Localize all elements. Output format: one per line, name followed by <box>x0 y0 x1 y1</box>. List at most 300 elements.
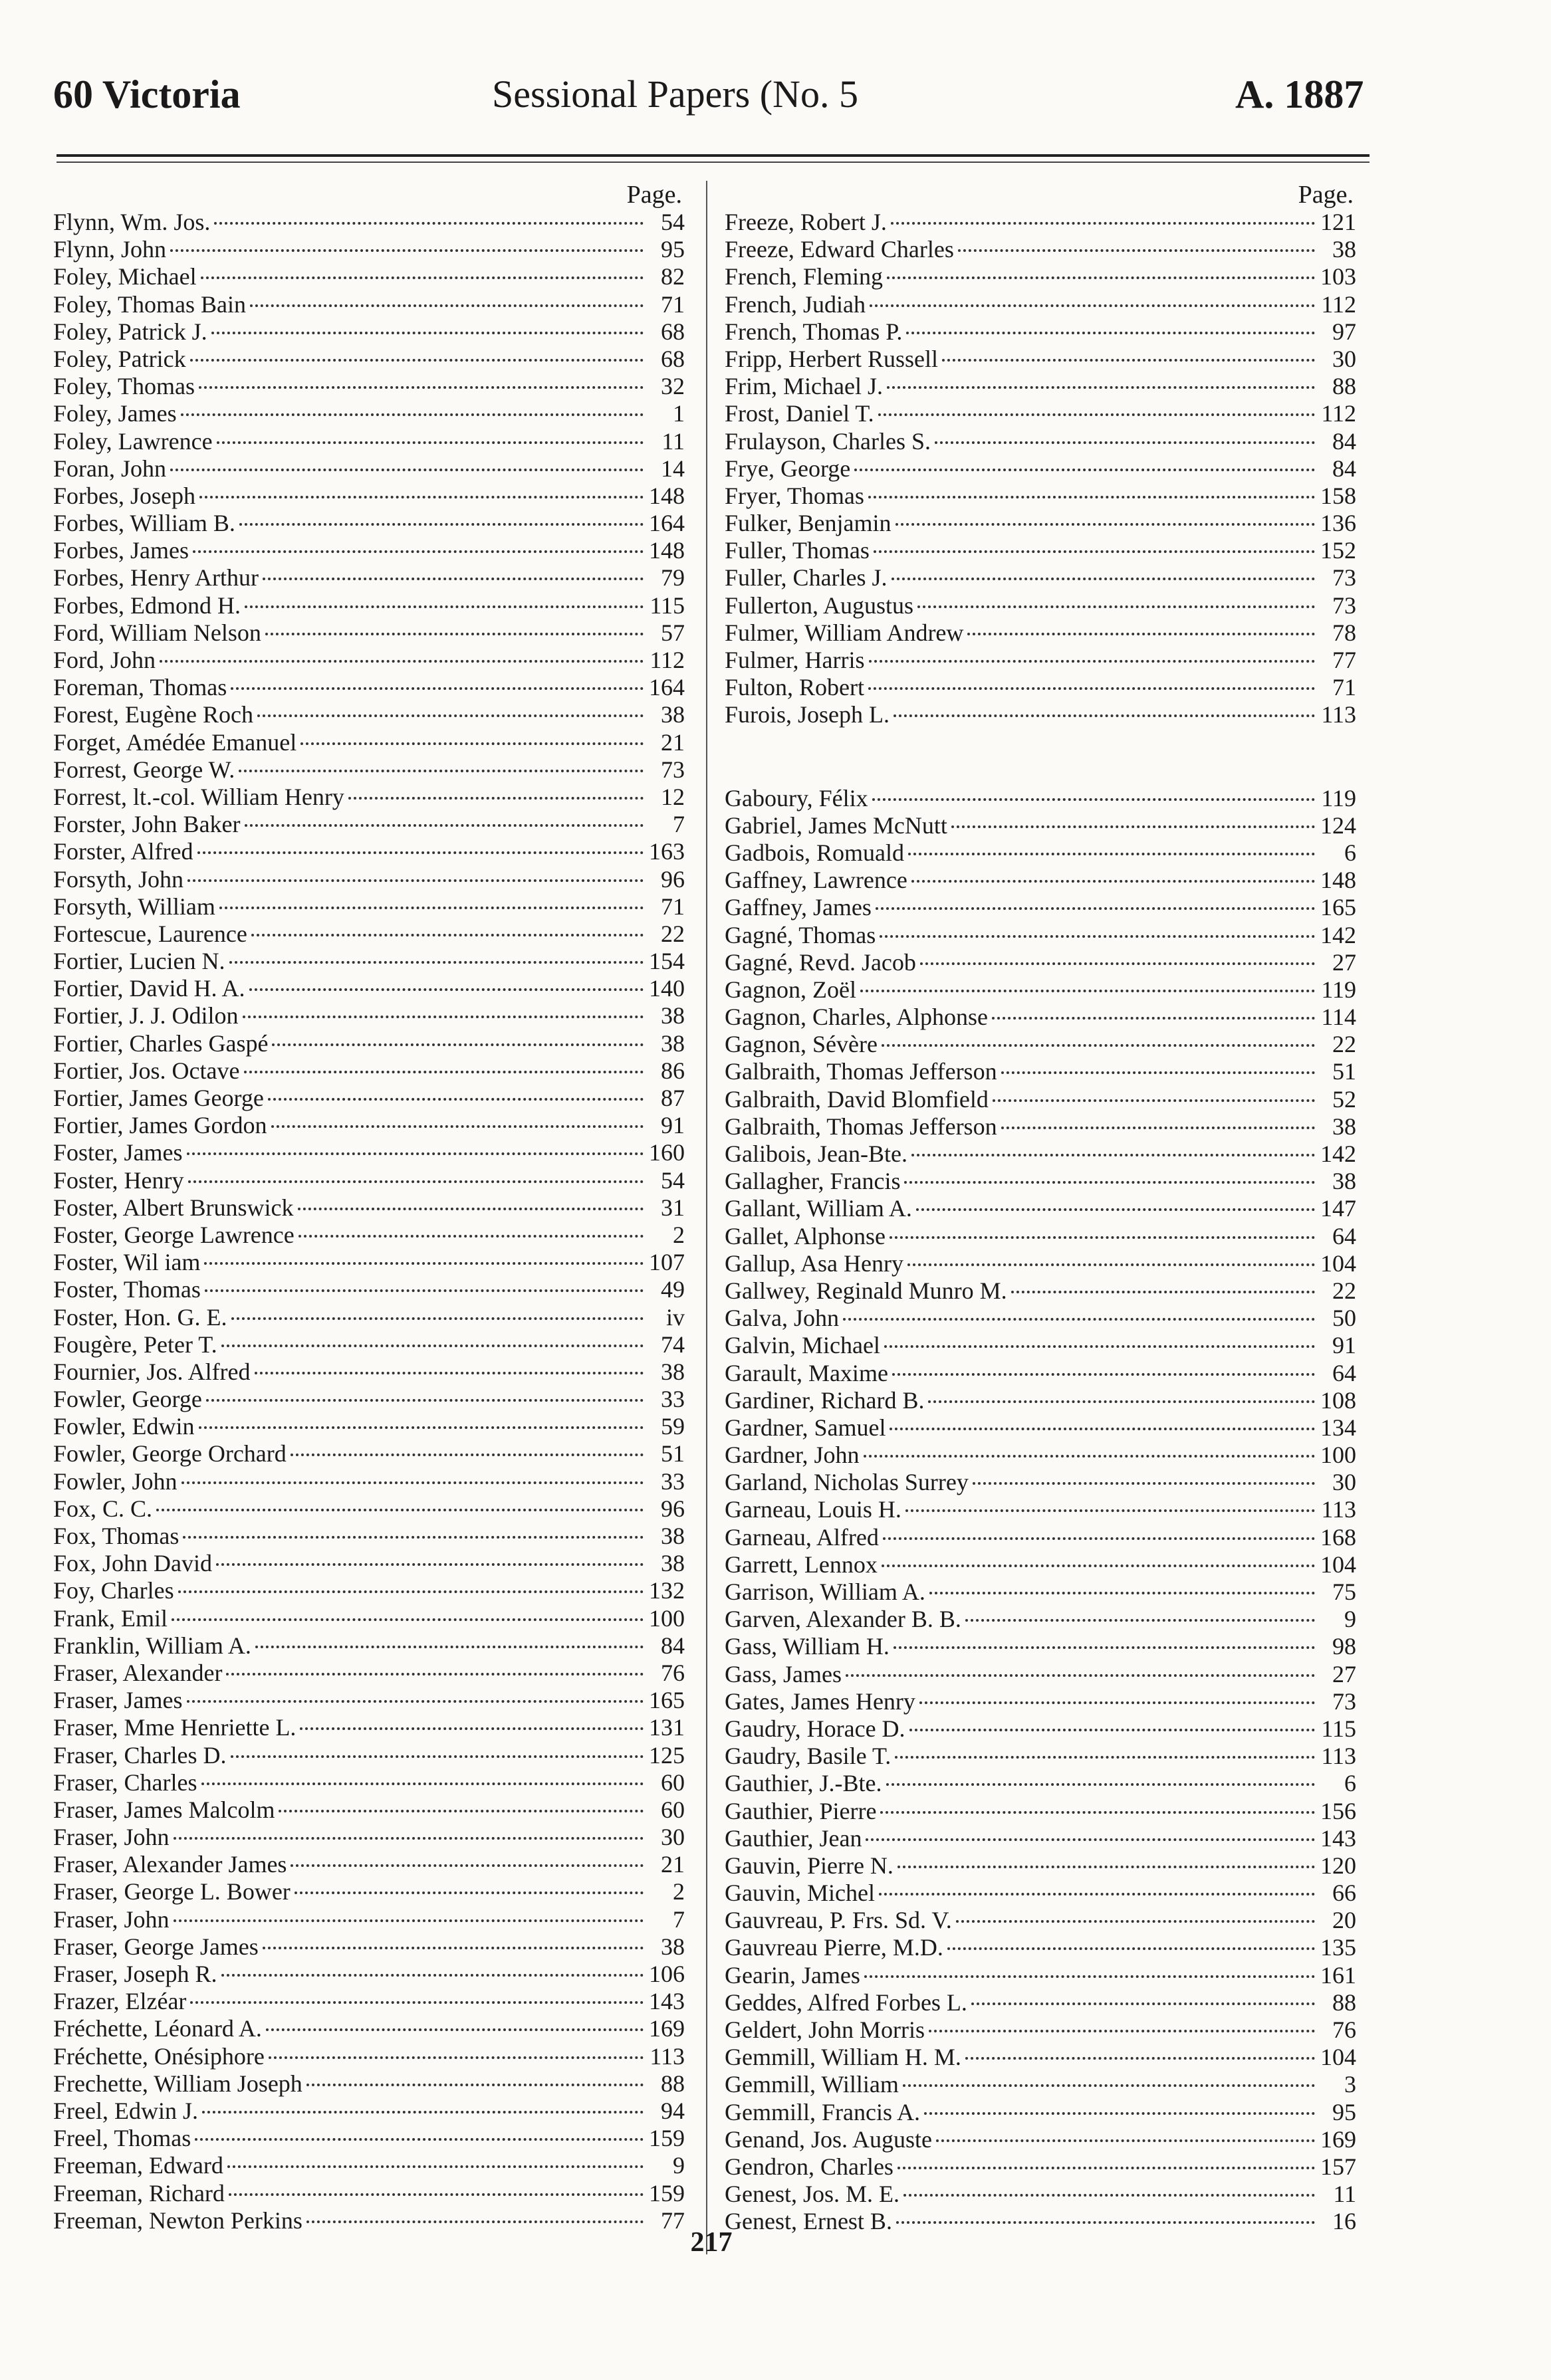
entry-name: Gagnon, Charles, Alphonse <box>725 1004 988 1031</box>
entry-page: 32 <box>661 373 685 400</box>
index-entry <box>53 455 685 483</box>
entry-page: 12 <box>661 783 685 810</box>
dot-leader <box>896 2221 1315 2224</box>
entry-name: Foley, Michael <box>53 263 197 290</box>
dot-leader <box>906 332 1315 334</box>
entry-page: 142 <box>1320 1140 1356 1167</box>
dot-leader <box>935 441 1315 444</box>
dot-leader <box>887 386 1315 389</box>
dot-leader <box>1001 1071 1315 1074</box>
dot-leader <box>251 934 644 936</box>
entry-page: 76 <box>661 1659 685 1686</box>
dot-leader <box>263 578 644 580</box>
dot-leader <box>170 469 644 471</box>
entry-page: 73 <box>1332 1687 1356 1715</box>
entry-page: 66 <box>1332 1880 1356 1907</box>
entry-page: 106 <box>649 1961 685 1987</box>
entry-page: 119 <box>1321 976 1356 1003</box>
entry-name: Fuller, Thomas <box>725 537 870 564</box>
dot-leader <box>895 1756 1315 1759</box>
dot-leader <box>887 276 1315 279</box>
dot-leader <box>876 907 1315 910</box>
index-entry <box>53 1660 685 1687</box>
entry-name: Frulayson, Charles S. <box>725 427 931 455</box>
entry-page: 1 <box>673 400 685 427</box>
dot-leader <box>221 1974 644 1977</box>
index-entry <box>53 1413 685 1440</box>
entry-page: 147 <box>1320 1195 1356 1222</box>
dot-leader <box>909 1729 1315 1731</box>
entry-page: 38 <box>661 1523 685 1549</box>
entry-name: Galbraith, Thomas Jefferson <box>725 1058 997 1085</box>
entry-page: 7 <box>673 811 685 838</box>
dot-leader <box>886 1783 1316 1786</box>
entry-page: 6 <box>1344 1770 1356 1797</box>
entry-page: 114 <box>1321 1004 1356 1031</box>
dot-leader <box>843 1318 1315 1321</box>
entry-name: French, Fleming <box>725 263 883 290</box>
dot-leader <box>170 249 644 252</box>
entry-name: Gadbois, Romuald <box>725 839 904 866</box>
entry-name: Foster, Henry <box>53 1166 184 1194</box>
dot-leader <box>874 550 1315 553</box>
entry-page: 38 <box>661 1002 685 1029</box>
entry-name: French, Judiah <box>725 290 866 318</box>
dot-leader <box>172 1618 644 1621</box>
entry-page: 75 <box>1332 1578 1356 1605</box>
dot-leader <box>206 1399 644 1402</box>
entry-page: 9 <box>673 2152 685 2179</box>
index-entry <box>53 263 685 290</box>
entry-page: 164 <box>649 510 685 537</box>
entry-page: 78 <box>1332 619 1356 646</box>
index-entry <box>725 785 1356 812</box>
entry-name: Forbes, William B. <box>53 510 235 537</box>
entry-name: Galva, John <box>725 1305 839 1332</box>
index-entry <box>53 1030 685 1057</box>
entry-name: Forrest, lt.-col. William Henry <box>53 783 344 810</box>
index-entry <box>725 564 1356 592</box>
entry-page: 3 <box>1344 2071 1356 2098</box>
dot-leader <box>231 1755 644 1758</box>
entry-name: Flynn, Wm. Jos. <box>53 209 211 235</box>
entry-name: Fortier, J. J. Odilon <box>53 1002 239 1029</box>
dot-leader <box>190 359 644 362</box>
entry-name: Fowler, John <box>53 1467 178 1495</box>
index-entry <box>53 1440 685 1467</box>
entry-page: 119 <box>1321 784 1356 811</box>
entry-name: Gauvreau, P. Frs. Sd. V. <box>725 1907 952 1934</box>
dot-leader <box>911 880 1315 883</box>
index-entry <box>53 1878 685 1905</box>
entry-page: 112 <box>1321 400 1356 427</box>
index-entry <box>725 1551 1356 1578</box>
dot-leader <box>891 222 1315 225</box>
entry-name: Gallant, William A. <box>725 1195 912 1222</box>
entry-name: Fortier, James George <box>53 1085 264 1111</box>
header-rule-thin <box>57 162 1370 163</box>
dot-leader <box>924 2112 1315 2115</box>
dot-leader <box>897 1866 1315 1868</box>
entry-name: Foster, Albert Brunswick <box>53 1194 294 1221</box>
entry-name: Genest, Ernest B. <box>725 2208 892 2235</box>
index-entry <box>725 674 1356 701</box>
index-entry <box>53 1523 685 1550</box>
dot-leader <box>190 2001 644 2004</box>
section-gap <box>725 729 1356 785</box>
dot-leader <box>879 1893 1315 1895</box>
index-entry <box>725 510 1356 537</box>
dot-leader <box>272 1043 644 1046</box>
entry-page: 64 <box>1332 1222 1356 1249</box>
entry-name: Franklin, William A. <box>53 1632 251 1659</box>
index-entry <box>725 1715 1356 1743</box>
entry-name: Garneau, Louis H. <box>725 1496 901 1523</box>
dot-leader <box>300 1727 644 1730</box>
entry-name: Geddes, Alfred Forbes L. <box>725 1989 967 2016</box>
dot-leader <box>221 1345 644 1347</box>
entry-page: 6 <box>1344 839 1356 866</box>
dot-leader <box>279 1810 644 1812</box>
index-entry <box>53 1824 685 1851</box>
index-entry <box>725 894 1356 921</box>
entry-name: Fulker, Benjamin <box>725 510 892 537</box>
dot-leader <box>971 2002 1315 2005</box>
entry-page: 73 <box>661 756 685 783</box>
entry-name: Foley, Patrick <box>53 345 186 372</box>
page-header <box>53 72 1370 132</box>
dot-leader <box>908 853 1315 855</box>
entry-page: 124 <box>1320 811 1356 839</box>
index-entry <box>53 1112 685 1139</box>
entry-name: Foley, Lawrence <box>53 427 213 455</box>
entry-name: Genand, Jos. Auguste <box>725 2125 932 2153</box>
entry-page: 134 <box>1320 1414 1356 1441</box>
index-entry <box>725 1989 1356 2016</box>
dot-leader <box>951 825 1315 828</box>
entry-name: Gauvin, Pierre N. <box>725 1852 894 1879</box>
entry-page: 73 <box>1332 564 1356 592</box>
dot-leader <box>257 714 644 717</box>
index-entry <box>53 483 685 510</box>
index-entry <box>53 1851 685 1878</box>
entry-page: 16 <box>1332 2208 1356 2235</box>
dot-leader <box>890 1428 1315 1430</box>
dot-leader <box>239 770 644 772</box>
entry-name: Foley, James <box>53 400 177 427</box>
index-entry <box>53 701 685 728</box>
entry-page: 27 <box>1332 1660 1356 1687</box>
entry-name: Garven, Alexander B. B. <box>725 1606 961 1633</box>
index-entry <box>725 1140 1356 1168</box>
entry-name: Forrest, George W. <box>53 756 235 783</box>
index-entry <box>53 1386 685 1413</box>
index-entry <box>53 1550 685 1577</box>
dot-leader <box>202 2111 644 2113</box>
dot-leader <box>269 2056 644 2059</box>
entry-name: Freeman, Edward <box>53 2152 223 2179</box>
dot-leader <box>864 1455 1316 1458</box>
dot-leader <box>266 2028 644 2031</box>
entry-page: 96 <box>661 865 685 893</box>
dot-leader <box>217 441 644 444</box>
dot-leader <box>892 578 1315 580</box>
index-entry <box>53 1057 685 1085</box>
entry-name: Flynn, John <box>53 236 167 263</box>
dot-leader <box>231 687 644 690</box>
dot-leader <box>947 1947 1315 1950</box>
dot-leader <box>965 2057 1315 2060</box>
dot-leader <box>187 1152 644 1155</box>
dot-leader <box>263 1947 644 1949</box>
entry-name: Fraser, Mme Henriette L. <box>53 1714 297 1741</box>
dot-leader <box>187 1700 644 1703</box>
entry-page: 73 <box>1332 592 1356 619</box>
entry-page: 95 <box>1332 2098 1356 2125</box>
entry-page: 169 <box>1320 2125 1356 2153</box>
dot-leader <box>917 605 1315 608</box>
entry-name: Gagné, Thomas <box>725 921 876 948</box>
entry-name: Foley, Thomas <box>53 373 195 400</box>
index-entry <box>725 701 1356 728</box>
index-entry <box>725 1250 1356 1277</box>
entry-name: Fox, C. C. <box>53 1495 153 1522</box>
index-entry <box>725 1058 1356 1085</box>
dot-leader <box>188 1180 644 1183</box>
entry-name: Furois, Joseph L. <box>725 701 890 728</box>
index-entry <box>53 1714 685 1741</box>
entry-page: 71 <box>1332 674 1356 701</box>
entry-page: 88 <box>661 2070 685 2097</box>
entry-name: Ford, William Nelson <box>53 619 261 646</box>
dot-leader <box>1001 1127 1315 1129</box>
index-entry <box>53 1222 685 1249</box>
entry-name: Foy, Charles <box>53 1577 174 1604</box>
dot-leader <box>197 851 644 854</box>
entry-name: Gaudry, Horace D. <box>725 1715 905 1742</box>
entry-page: 168 <box>1320 1523 1356 1551</box>
dot-leader <box>229 2193 644 2196</box>
dot-leader <box>870 304 1315 307</box>
index-entry <box>53 1769 685 1796</box>
entry-page: 121 <box>1320 209 1356 235</box>
dot-leader <box>306 2084 644 2086</box>
index-entry <box>53 400 685 427</box>
dot-leader <box>872 798 1315 801</box>
index-entry <box>53 2070 685 2098</box>
index-entry <box>53 537 685 564</box>
entry-name: Fox, John David <box>53 1550 213 1577</box>
entry-name: Fraser, Charles D. <box>53 1741 227 1769</box>
entry-name: Foreman, Thomas <box>53 674 227 701</box>
dot-leader <box>928 1400 1315 1403</box>
entry-name: Fraser, James Malcolm <box>53 1796 275 1823</box>
entry-page: 38 <box>1332 1168 1356 1195</box>
index-entry <box>725 949 1356 976</box>
entry-name: Fraser, Alexander James <box>53 1851 287 1878</box>
dot-leader <box>895 523 1315 526</box>
dot-leader <box>211 332 644 334</box>
entry-name: Fortescue, Laurence <box>53 920 247 947</box>
entry-name: Garrett, Lennox <box>725 1551 878 1578</box>
index-entry <box>725 1442 1356 1469</box>
entry-name: Fraser, Alexander <box>53 1659 223 1686</box>
entry-page: 143 <box>649 1988 685 2015</box>
index-entry <box>53 2207 685 2234</box>
header-rule-thick <box>57 154 1370 157</box>
entry-name: Fortier, Jos. Octave <box>53 1057 240 1084</box>
entry-list-left <box>53 209 685 2234</box>
entry-name: Freeze, Edward Charles <box>725 236 954 263</box>
entry-name: Frye, George <box>725 455 851 482</box>
index-entry <box>53 318 685 346</box>
index-entry <box>725 1880 1356 1907</box>
entry-name: Gallup, Asa Henry <box>725 1249 903 1277</box>
entry-page: 54 <box>661 1166 685 1194</box>
entry-name: Forget, Amédée Emanuel <box>53 728 297 756</box>
entry-page: 132 <box>649 1577 685 1604</box>
index-entry <box>725 1004 1356 1031</box>
entry-page: 120 <box>1320 1852 1356 1879</box>
index-entry <box>725 373 1356 400</box>
index-entry <box>725 1332 1356 1359</box>
index-entry <box>53 1304 685 1331</box>
entry-page: 51 <box>1332 1058 1356 1085</box>
entry-page: 107 <box>649 1249 685 1276</box>
dot-leader <box>897 2167 1315 2169</box>
index-entry <box>53 1742 685 1769</box>
entry-name: Freel, Edwin J. <box>53 2097 198 2124</box>
entry-name: Gabriel, James McNutt <box>725 811 947 839</box>
index-entry <box>725 592 1356 619</box>
index-entry <box>53 647 685 674</box>
index-entry <box>725 1469 1356 1496</box>
dot-leader <box>866 1838 1315 1841</box>
index-entry <box>725 1661 1356 1688</box>
entry-page: 156 <box>1320 1797 1356 1824</box>
entry-name: Fulton, Robert <box>725 674 865 701</box>
entry-page: 79 <box>661 564 685 592</box>
index-entry <box>53 236 685 263</box>
entry-page: 60 <box>661 1796 685 1823</box>
entry-page: 103 <box>1320 263 1356 290</box>
entry-page: 71 <box>661 290 685 318</box>
entry-name: Foster, Thomas <box>53 1276 201 1303</box>
index-entry <box>53 291 685 318</box>
entry-page: 33 <box>661 1386 685 1413</box>
entry-page: 131 <box>649 1714 685 1741</box>
entry-name: Gemmill, Francis A. <box>725 2098 920 2125</box>
dot-leader <box>916 1208 1315 1211</box>
entry-page: 95 <box>661 236 685 263</box>
entry-page: 112 <box>650 647 685 673</box>
index-entry <box>53 346 685 373</box>
entry-page: 113 <box>1321 701 1356 728</box>
index-entry <box>53 1906 685 1933</box>
entry-page: 76 <box>1332 2016 1356 2043</box>
entry-name: Gauthier, J.-Bte. <box>725 1770 882 1797</box>
entry-page: 60 <box>661 1769 685 1796</box>
entry-page: iv <box>665 1303 685 1331</box>
entry-page: 49 <box>661 1276 685 1303</box>
index-entry <box>725 400 1356 427</box>
index-entry <box>53 1358 685 1386</box>
entry-page: 38 <box>661 1029 685 1057</box>
entry-page: 161 <box>1320 1961 1356 1989</box>
entry-page: 143 <box>1320 1824 1356 1852</box>
dot-leader <box>291 1864 644 1867</box>
dot-leader <box>880 935 1315 938</box>
entry-name: Forest, Eugène Roch <box>53 701 253 728</box>
index-entry <box>725 2153 1356 2181</box>
dot-leader <box>903 2084 1315 2087</box>
entry-name: Fulmer, William Andrew <box>725 619 964 646</box>
entry-name: Gaffney, Lawrence <box>725 867 907 894</box>
index-entry <box>53 975 685 1002</box>
index-entry <box>725 537 1356 564</box>
entry-page: 154 <box>649 948 685 975</box>
index-entry <box>725 2071 1356 2098</box>
entry-page: 113 <box>1321 1496 1356 1523</box>
dot-leader <box>239 523 644 526</box>
index-entry <box>725 1852 1356 1880</box>
index-entry <box>53 1988 685 2015</box>
entry-page: 27 <box>1332 948 1356 976</box>
entry-page: 160 <box>649 1139 685 1166</box>
entry-name: Fraser, John <box>53 1824 170 1851</box>
entry-page: 159 <box>649 2179 685 2207</box>
index-entry <box>53 1085 685 1112</box>
dot-leader <box>216 1563 644 1566</box>
entry-name: Gallet, Alphonse <box>725 1222 886 1249</box>
dot-leader <box>882 1044 1315 1047</box>
entry-name: French, Thomas P. <box>725 318 903 345</box>
dot-leader <box>174 1837 644 1840</box>
dot-leader <box>864 1975 1315 1978</box>
entry-page: 165 <box>649 1687 685 1714</box>
index-entry <box>725 812 1356 839</box>
dot-leader <box>929 1592 1315 1594</box>
dot-leader <box>183 1536 644 1539</box>
entry-name: Fuller, Charles J. <box>725 564 888 592</box>
entry-page: 74 <box>661 1331 685 1358</box>
header-volume: 60 Victoria <box>53 72 241 116</box>
header-year: A. 1887 <box>1235 72 1364 116</box>
entry-page: 77 <box>1332 647 1356 673</box>
entry-name: Galbraith, David Blomfield <box>725 1085 989 1113</box>
entry-name: Gallagher, Francis <box>725 1168 901 1195</box>
dot-leader <box>243 1016 644 1018</box>
entry-name: Forster, Alfred <box>53 838 193 865</box>
dot-leader <box>883 1537 1315 1540</box>
dot-leader <box>878 413 1315 416</box>
entry-name: Forbes, Joseph <box>53 482 195 509</box>
dot-leader <box>181 413 644 416</box>
entry-page: 148 <box>649 537 685 564</box>
entry-name: Forbes, James <box>53 537 189 564</box>
entry-page: 20 <box>1332 1907 1356 1934</box>
entry-name: Fraser, John <box>53 1905 170 1933</box>
dot-leader <box>201 276 644 279</box>
entry-name: Galvin, Michael <box>725 1332 880 1359</box>
entry-page: 104 <box>1320 2044 1356 2071</box>
entry-name: Fox, Thomas <box>53 1523 179 1549</box>
index-entry <box>53 893 685 920</box>
entry-page: 91 <box>1332 1332 1356 1359</box>
dot-leader <box>860 990 1315 992</box>
entry-page: 21 <box>661 1851 685 1878</box>
dot-leader <box>265 633 644 635</box>
